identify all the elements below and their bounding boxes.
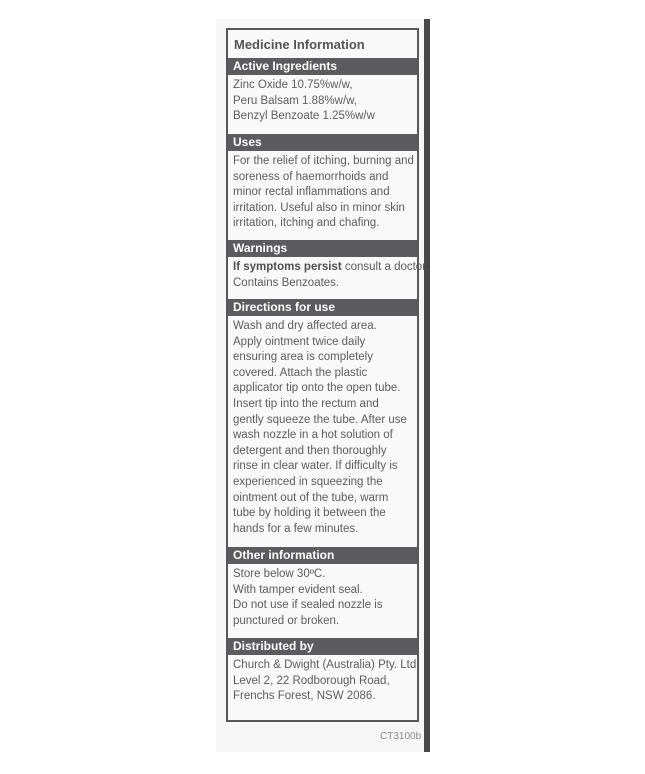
active-ingredients-heading: Active Ingredients [228, 58, 417, 75]
panel-title: Medicine Information [234, 37, 365, 52]
directions-text [228, 316, 417, 547]
text-line: Frenchs Forest, NSW 2086. [233, 690, 376, 703]
uses-heading: Uses [228, 134, 417, 151]
text-line: rinse in clear water. If difficulty is [233, 460, 398, 473]
warnings-text [228, 257, 429, 299]
text-line: experienced in squeezing the [233, 475, 383, 488]
directions-heading: Directions for use [228, 299, 417, 316]
product-code: CT3100b [380, 731, 422, 742]
warning-rest: consult a doctor. [341, 261, 429, 273]
text-line: covered. Attach the plastic [233, 366, 368, 379]
text-line: Level 2, 22 Rodborough Road, [233, 674, 390, 687]
text-line: Benzyl Benzoate 1.25%w/w [233, 110, 375, 123]
text-line: With tamper evident seal. [233, 583, 363, 596]
text-line: ensuring area is completely [233, 351, 373, 364]
text-line: soreness of haemorrhoids and [233, 170, 389, 183]
text-line: punctured or broken. [233, 614, 340, 627]
text-line: Store below 30ºC. [233, 568, 326, 580]
text-line: applicator tip onto the open tube. [233, 382, 401, 395]
text-line: ointment out of the tube, warm [233, 491, 389, 504]
text-line: Do not use if sealed nozzle is [233, 599, 383, 612]
active-ingredients-text [228, 75, 417, 134]
warnings-heading: Warnings [228, 240, 417, 257]
uses-text [228, 151, 417, 240]
text-line: Insert tip into the rectum and [233, 397, 379, 410]
text-line: irritation, itching and chafing. [233, 217, 380, 230]
text-line: hands for a few minutes. [233, 522, 359, 535]
text-line [233, 260, 429, 276]
text-line: Zinc Oxide 10.75%w/w, [233, 79, 353, 91]
medicine-information-panel [226, 28, 429, 722]
text-line: Contains Benzoates. [233, 276, 340, 289]
text-line: For the relief of itching, burning and [233, 155, 414, 167]
text-line: tube by holding it between the [233, 507, 386, 520]
text-line: irritation. Useful also in minor skin [233, 201, 405, 214]
other-information-heading: Other information [228, 547, 417, 564]
text-line: Peru Balsam 1.88%w/w, [233, 94, 358, 107]
text-line: Church & Dwight (Australia) Pty. Ltd. [233, 659, 420, 671]
distributed-by-text [228, 655, 420, 709]
other-information-text [228, 564, 417, 638]
warning-emphasis: If symptoms persist [233, 261, 342, 273]
text-line: Wash and dry affected area. [233, 320, 377, 332]
text-line: Apply ointment twice daily [233, 335, 366, 348]
text-line: detergent and then thoroughly [233, 444, 387, 457]
text-line: minor rectal inflammations and [233, 186, 390, 199]
carton-edge [424, 19, 430, 752]
distributed-by-heading: Distributed by [228, 638, 417, 655]
text-line: gently squeeze the tube. After use [233, 413, 407, 426]
text-line: wash nozzle in a hot solution of [233, 429, 393, 442]
